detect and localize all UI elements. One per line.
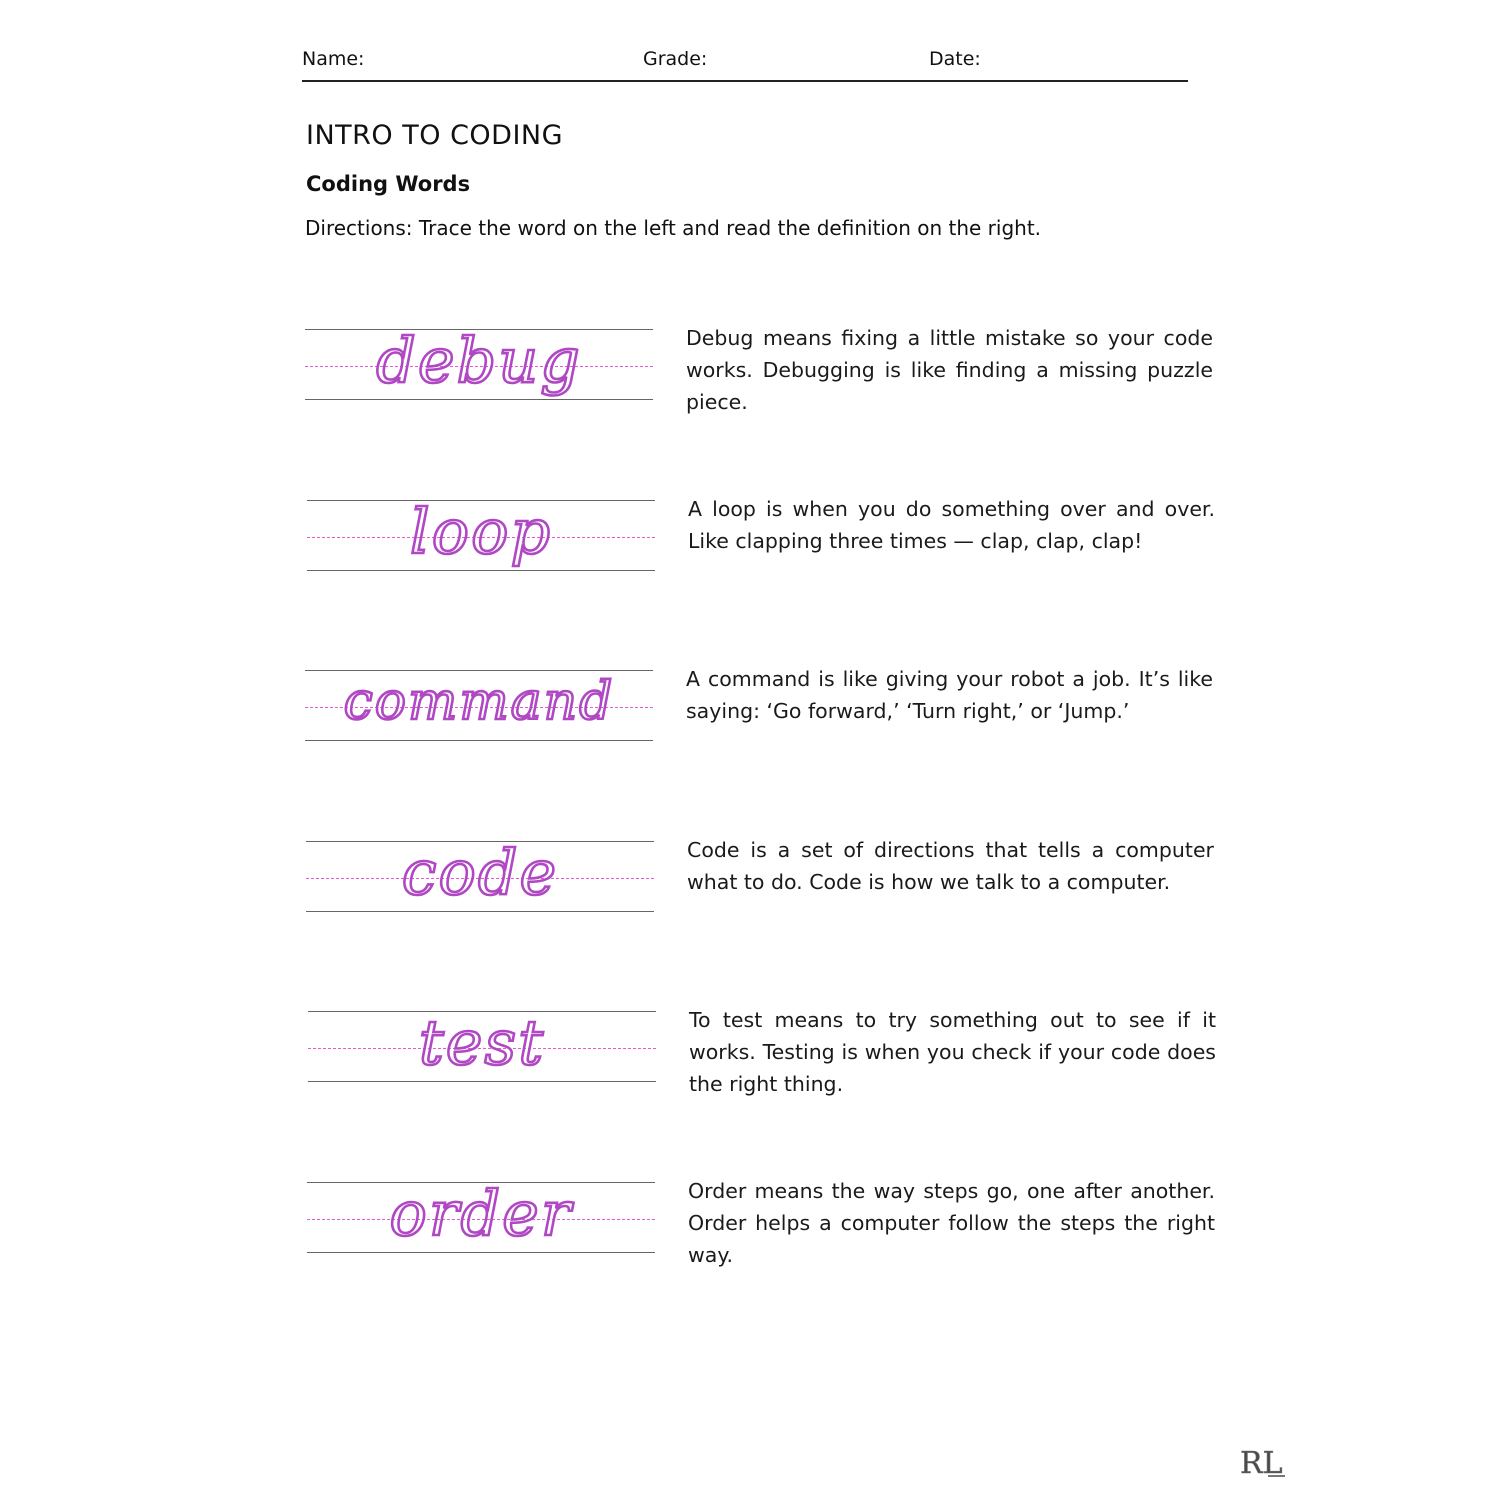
name-label: Name: <box>302 48 365 70</box>
trace-word: code <box>401 836 559 909</box>
tracing-lines[interactable] <box>307 495 655 620</box>
baseline <box>305 399 653 400</box>
word-definition: A command is like giving your robot a job. It’s like saying: ‘Go forward,’ ‘Turn right,’ or ‘Jump.’ <box>686 667 1213 723</box>
baseline <box>306 911 654 912</box>
word-row-command <box>0 667 1500 800</box>
baseline <box>307 570 655 571</box>
trace-word: order <box>389 1177 573 1250</box>
word-row-debug <box>0 324 1500 459</box>
student-info-header <box>302 48 1188 82</box>
rl-logo <box>1238 1443 1286 1479</box>
directions-text: Directions: Trace the word on the left and read the definition on the right. <box>305 216 1042 240</box>
trace-word: command <box>343 672 615 732</box>
tracing-lines[interactable] <box>306 836 654 961</box>
trace-word: loop <box>409 495 553 568</box>
word-definition: A loop is when you do something over and over. Like clapping three times — clap, clap, clap! <box>688 497 1215 553</box>
date-label: Date: <box>929 48 981 70</box>
baseline <box>307 1252 655 1253</box>
word-row-loop <box>0 495 1500 630</box>
logo-text: RL <box>1240 1446 1283 1479</box>
baseline <box>308 1081 656 1082</box>
page-title: INTRO TO CODING <box>306 120 564 151</box>
trace-word: test <box>418 1006 546 1079</box>
word-definition: Debug means fixing a little mistake so your code works. Debugging is like finding a missing puzzle piece. <box>686 326 1213 414</box>
word-definition: Code is a set of directions that tells a computer what to do. Code is how we talk to a computer. <box>687 838 1214 894</box>
word-row-order <box>0 1177 1500 1312</box>
word-definition: Order means the way steps go, one after another. Order helps a computer follow the steps the right way. <box>688 1179 1215 1267</box>
tracing-lines[interactable] <box>305 670 653 790</box>
tracing-lines[interactable] <box>308 1006 656 1131</box>
grade-label: Grade: <box>643 48 708 70</box>
word-definition: To test means to try something out to see if it works. Testing is when you check if your code does the right thing. <box>689 1008 1216 1096</box>
section-subtitle: Coding Words <box>306 172 471 196</box>
baseline <box>305 740 653 741</box>
trace-word: debug <box>376 324 582 397</box>
word-row-code <box>0 836 1500 971</box>
tracing-lines[interactable] <box>307 1177 655 1302</box>
tracing-lines[interactable] <box>305 324 653 449</box>
word-row-test <box>0 1006 1500 1141</box>
